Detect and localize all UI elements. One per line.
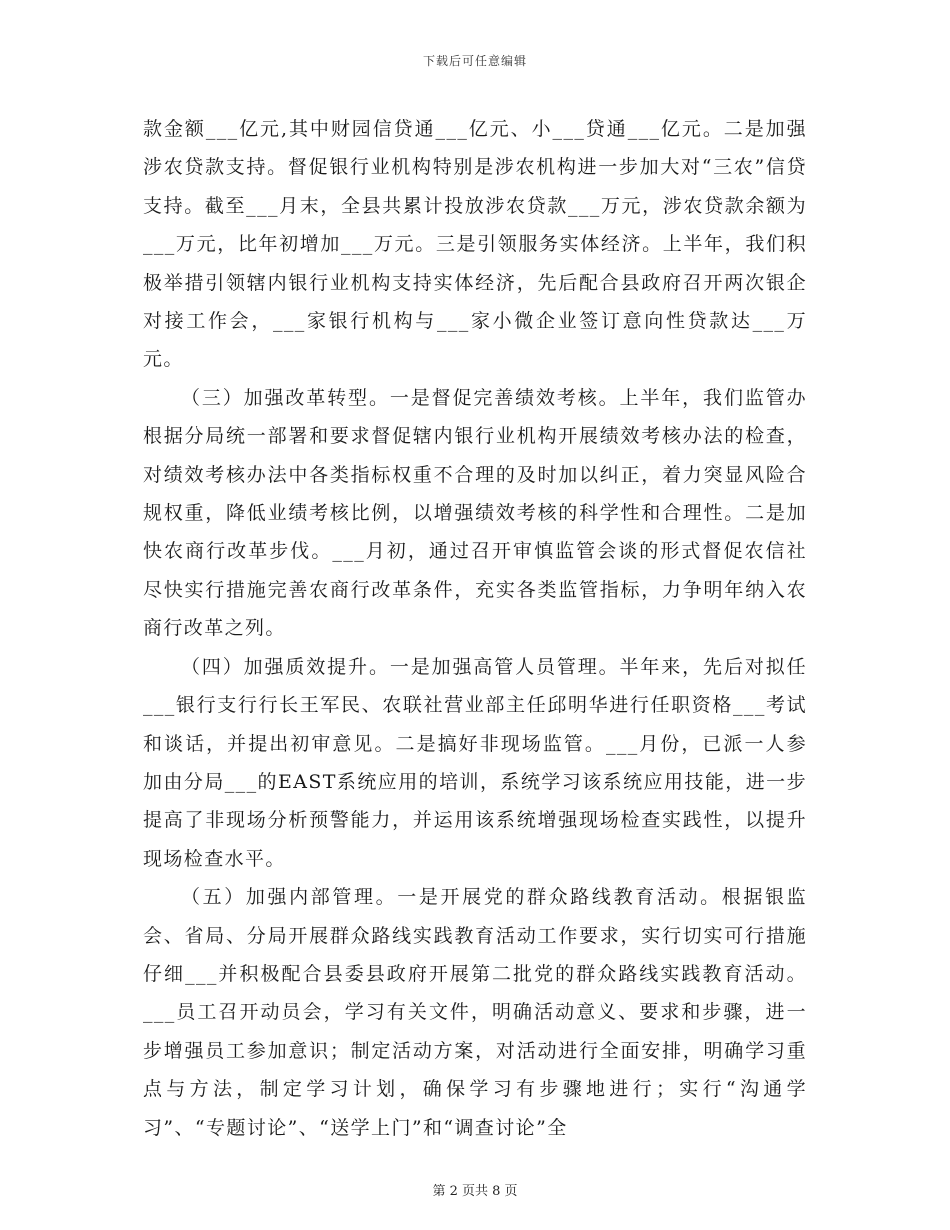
body-paragraph-1: 款金额___亿元,其中财园信贷通___亿元、小___贷通___亿元。二是加强涉农贷款支持。督促银行业机构特别是涉农机构进一步加大对“三农”信贷支持。截至___月末，全县共累计投放涉农贷款___万元，涉农贷款余额为___万元，比年初增加___万元。三是引领服务实体经济。上半年，我们积极举措引领辖内银行业机构支持实体经济，先后配合县政府召开两次银企对接工作会，___家银行机构与___家小微企业签订意向性贷款达___万元。 (143, 118, 807, 371)
page-footer: 第 2 页共 8 页 (432, 1184, 518, 1199)
document-body (143, 110, 807, 1147)
body-paragraph-4: （五）加强内部管理。一是开展党的群众路线教育活动。根据银监会、省局、分局开展群众路线实践教育活动工作要求，实行切实可行措施仔细___并积极配合县委县政府开展第二批党的群众路线实践教育活动。___员工召开动员会，学习有关文件，明确活动意义、要求和步骤，进一步增强员工参加意识；制定活动方案，对活动进行全面安排，明确学习重点与方法，制定学习计划，确保学习有步骤地进行；实行“沟通学习”、“专题讨论”、“送学上门”和“调查讨论”全 (143, 886, 807, 1139)
page-header: 下载后可任意编辑 (422, 54, 527, 68)
body-paragraph-2: （三）加强改革转型。一是督促完善绩效考核。上半年，我们监管办根据分局统一部署和要求督促辖内银行业机构开展绩效考核办法的检查，对绩效考核办法中各类指标权重不合理的及时加以纠正，着力突显风险合规权重，降低业绩考核比例，以增强绩效考核的科学性和合理性。二是加快农商行改革步伐。___月初，通过召开审慎监管会谈的形式督促农信社尽快实行措施完善农商行改革条件，充实各类监管指标，力争明年纳入农商行改革之列。 (143, 386, 807, 640)
body-paragraph-3: （四）加强质效提升。一是加强高管人员管理。半年来，先后对拟任___银行支行行长王军民、农联社营业部主任邱明华进行任职资格___考试和谈话，并提出初审意见。二是搞好非现场监管。___月份，已派一人参加由分局___的EAST系统应用的培训，系统学习该系统应用技能，进一步提高了非现场分析预警能力，并运用该系统增强现场检查实践性，以提升现场检查水平。 (143, 655, 807, 870)
